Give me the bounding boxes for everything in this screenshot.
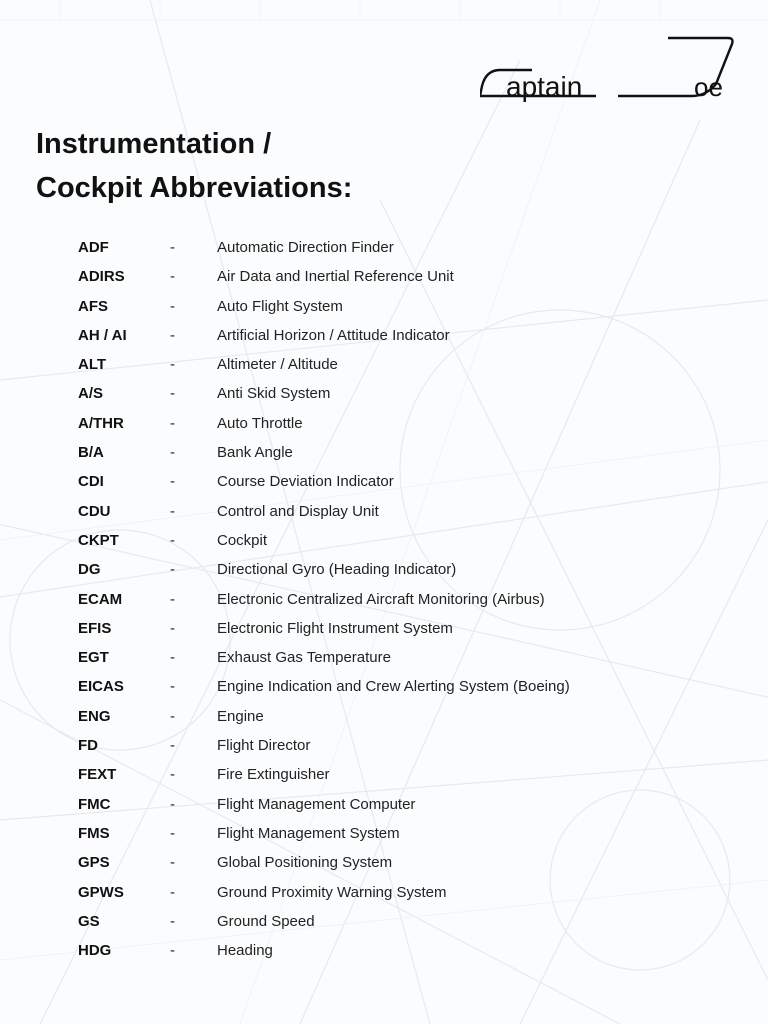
abbreviation-term: ECAM — [78, 590, 123, 608]
abbreviation-row — [0, 936, 768, 965]
abbreviation-separator: - — [170, 854, 175, 872]
abbreviation-row — [0, 907, 768, 936]
captain-joe-logo — [480, 30, 740, 106]
logo-word-joe: oe — [694, 72, 723, 102]
abbreviation-separator: - — [170, 619, 175, 637]
abbreviation-separator: - — [170, 268, 175, 286]
abbreviation-term: GS — [78, 912, 100, 930]
abbreviation-term: CKPT — [78, 531, 119, 549]
abbreviation-row — [0, 526, 768, 555]
abbreviation-definition: Engine — [217, 707, 264, 725]
abbreviation-separator: - — [170, 678, 175, 696]
abbreviation-separator: - — [170, 824, 175, 842]
abbreviation-term: ENG — [78, 707, 111, 725]
abbreviation-definition: Control and Display Unit — [217, 502, 379, 520]
abbreviation-separator: - — [170, 561, 175, 579]
abbreviation-separator: - — [170, 942, 175, 960]
abbreviation-term: EICAS — [78, 678, 124, 696]
abbreviation-row — [0, 292, 768, 321]
abbreviation-definition: Flight Director — [217, 737, 311, 755]
abbreviation-row — [0, 321, 768, 350]
abbreviation-row — [0, 790, 768, 819]
abbreviation-separator: - — [170, 502, 175, 520]
abbreviation-term: EGT — [78, 649, 109, 667]
abbreviation-separator: - — [170, 795, 175, 813]
abbreviation-term: GPWS — [78, 883, 124, 901]
abbreviation-definition: Ground Proximity Warning System — [217, 883, 447, 901]
abbreviation-definition: Flight Management System — [217, 824, 400, 842]
page-title-line-2: Cockpit Abbreviations: — [36, 172, 353, 204]
abbreviation-definition: Artificial Horizon / Attitude Indicator — [217, 326, 450, 344]
abbreviation-definition: Anti Skid System — [217, 385, 331, 403]
abbreviation-row — [0, 702, 768, 731]
abbreviation-separator: - — [170, 590, 175, 608]
abbreviation-term: B/A — [78, 444, 104, 462]
abbreviation-term: DG — [78, 561, 101, 579]
abbreviation-row — [0, 760, 768, 789]
abbreviation-list — [0, 233, 768, 965]
abbreviation-separator: - — [170, 385, 175, 403]
abbreviation-separator: - — [170, 912, 175, 930]
abbreviation-separator: - — [170, 297, 175, 315]
abbreviation-term: CDU — [78, 502, 111, 520]
abbreviation-row — [0, 848, 768, 877]
abbreviation-term: A/S — [78, 385, 104, 403]
abbreviation-definition: Auto Flight System — [217, 297, 343, 315]
abbreviation-separator: - — [170, 356, 175, 374]
abbreviation-term: A/THR — [78, 414, 124, 432]
abbreviation-definition: Heading — [217, 942, 273, 960]
page-title-line-1: Instrumentation / — [36, 128, 272, 160]
abbreviation-definition: Directional Gyro (Heading Indicator) — [217, 561, 457, 579]
abbreviation-separator: - — [170, 326, 175, 344]
abbreviation-row — [0, 672, 768, 701]
abbreviation-term: FEXT — [78, 766, 117, 784]
abbreviation-row — [0, 438, 768, 467]
abbreviation-separator: - — [170, 649, 175, 667]
abbreviation-term: ALT — [78, 356, 107, 374]
abbreviation-separator: - — [170, 707, 175, 725]
abbreviation-separator: - — [170, 737, 175, 755]
abbreviation-separator: - — [170, 444, 175, 462]
abbreviation-definition: Exhaust Gas Temperature — [217, 649, 391, 667]
abbreviation-definition: Ground Speed — [217, 912, 315, 930]
abbreviation-separator: - — [170, 239, 175, 256]
abbreviation-row — [0, 379, 768, 408]
abbreviation-row — [0, 878, 768, 907]
page-title — [36, 122, 352, 210]
abbreviation-row — [0, 409, 768, 438]
abbreviation-definition: Electronic Flight Instrument System — [217, 619, 453, 637]
abbreviation-definition: Altimeter / Altitude — [217, 356, 338, 374]
abbreviation-row — [0, 555, 768, 584]
abbreviation-separator: - — [170, 766, 175, 784]
abbreviation-term: AFS — [78, 297, 108, 315]
abbreviation-row — [0, 262, 768, 291]
abbreviation-term: HDG — [78, 942, 112, 960]
abbreviation-term: CDI — [78, 473, 104, 491]
abbreviation-row — [0, 233, 768, 262]
abbreviation-definition: Electronic Centralized Aircraft Monitoring (Airbus) — [217, 590, 545, 608]
abbreviation-row — [0, 585, 768, 614]
logo-word-captain: aptain — [506, 71, 583, 102]
abbreviation-definition: Automatic Direction Finder — [217, 239, 394, 256]
abbreviation-row — [0, 350, 768, 379]
abbreviation-row — [0, 497, 768, 526]
abbreviation-term: AH / AI — [78, 326, 127, 344]
abbreviation-definition: Flight Management Computer — [217, 795, 416, 813]
abbreviation-definition: Cockpit — [217, 531, 268, 549]
abbreviation-definition: Bank Angle — [217, 444, 293, 462]
abbreviation-definition: Fire Extinguisher — [217, 766, 330, 784]
abbreviation-term: GPS — [78, 854, 110, 872]
abbreviation-row — [0, 643, 768, 672]
abbreviation-row — [0, 731, 768, 760]
abbreviation-separator: - — [170, 883, 175, 901]
abbreviation-separator: - — [170, 531, 175, 549]
abbreviation-term: EFIS — [78, 619, 112, 637]
abbreviation-term: ADIRS — [78, 268, 125, 286]
abbreviation-term: FD — [78, 737, 98, 755]
abbreviation-definition: Global Positioning System — [217, 854, 393, 872]
abbreviation-separator: - — [170, 414, 175, 432]
abbreviation-row — [0, 819, 768, 848]
abbreviation-definition: Air Data and Inertial Reference Unit — [217, 268, 454, 286]
abbreviation-definition: Course Deviation Indicator — [217, 473, 394, 491]
abbreviation-term: ADF — [78, 239, 109, 256]
abbreviation-definition: Auto Throttle — [217, 414, 303, 432]
abbreviation-row — [0, 467, 768, 496]
abbreviation-definition: Engine Indication and Crew Alerting System (Boeing) — [217, 678, 570, 696]
abbreviation-term: FMC — [78, 795, 111, 813]
abbreviation-row — [0, 614, 768, 643]
abbreviation-separator: - — [170, 473, 175, 491]
abbreviation-term: FMS — [78, 824, 110, 842]
